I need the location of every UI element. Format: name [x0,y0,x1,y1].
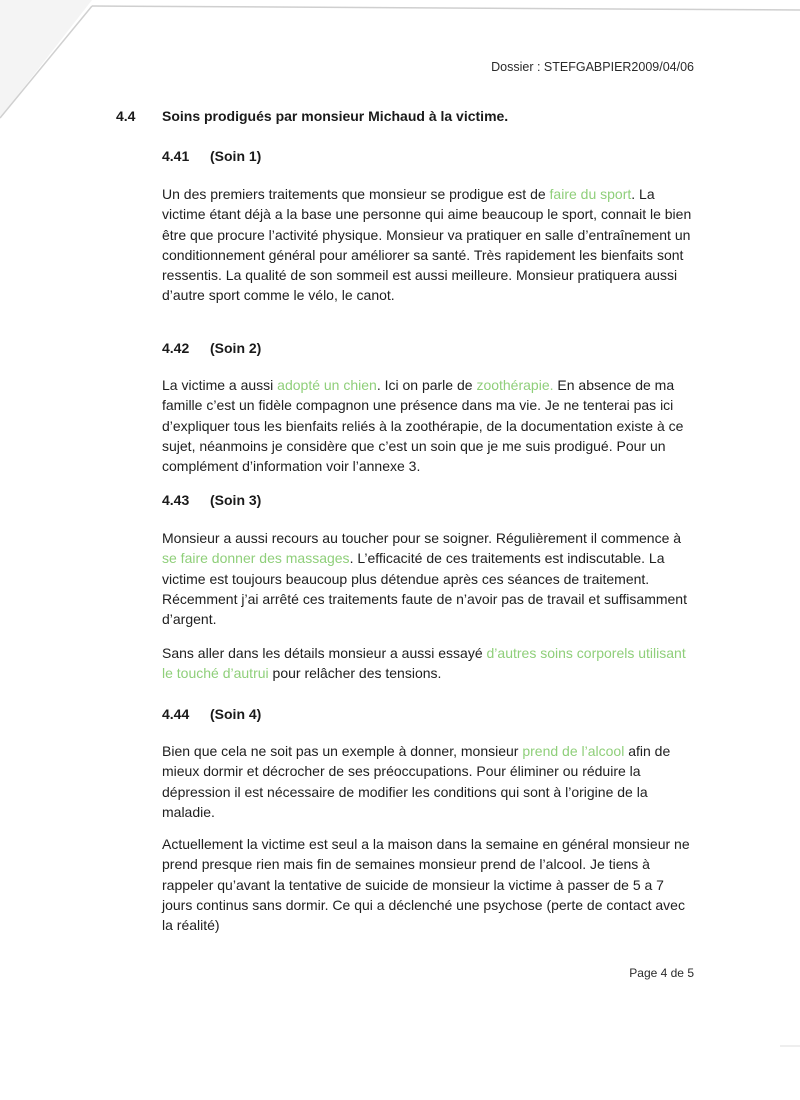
subsection-title: (Soin 2) [210,340,262,356]
page-number: Page 4 de 5 [629,966,694,980]
highlighted-phrase: prend de l’alcool [522,743,625,759]
section-title: Soins prodigués par monsieur Michaud à la victime. [162,108,509,124]
paragraph-soin-3 [162,528,692,629]
text-run: . La victime étant déjà a la base une personne qui aime beaucoup le sport, connait le bien être que procure l’activité physique. Monsieur va pratiquer en salle d’entraînement un conditionnement général pour améliorer sa santé. Très rapidement les bienfaits sont ressentis. La qualité de son sommeil est aussi meilleure. Monsieur pratiquera aussi d’autre sport comme le vélo, le canot. [162,186,692,304]
text-run: . Ici on parle de [376,377,477,393]
subsection-title: (Soin 3) [210,492,262,508]
subsection-heading-4-44 [162,706,261,722]
highlighted-phrase: se faire donner des massages [162,550,350,567]
paragraph-soin-4 [162,741,692,822]
subsection-title: (Soin 1) [210,148,262,164]
subsection-number: 4.44 [162,706,190,722]
subsection-number: 4.43 [162,492,190,508]
text-run: La victime a aussi [162,377,278,393]
text-run: Bien que cela ne soit pas un exemple à donner, monsieur [162,743,523,759]
highlighted-phrase: zoothérapie. [476,377,554,393]
subsection-number: 4.41 [162,148,190,164]
paragraph-soin-4b: Actuellement la victime est seul a la maison dans la semaine en général monsieur ne prend presque rien mais fin de semaines monsieur prend de l’alcool. Je tiens à rappeler qu’avant la tentative de suicide de monsieur la victime à passer de 5 a 7 jours continus sans dormir. Ce qui a déclenché une psychose (perte de contact avec la réalité) [162,836,690,934]
subsection-heading-4-43 [162,492,261,508]
subsection-heading-4-41 [162,148,261,164]
text-run: Un des premiers traitements que monsieur se prodigue est de [162,186,550,202]
section-heading [116,108,508,124]
text-run: Sans aller dans les détails monsieur a aussi essayé [162,645,487,661]
text-run: pour relâcher des tensions. [268,665,442,682]
paragraph-soin-2 [162,375,692,476]
text-run: En absence de ma famille c’est un fidèle compagnon une présence dans ma vie. Je ne tenterai pas ici d’expliquer tous les bienfaits reliés à la zoothérapie, de la documentation existe à ce sujet, néanmoins je considère que c’est un soin que je me suis prodigué. Pour un complément d’information voir l’annexe 3. [162,377,684,475]
text-run: Monsieur a aussi recours au toucher pour se soigner. Régulièrement il commence à [162,530,682,546]
dossier-reference: Dossier : STEFGABPIER2009/04/06 [491,60,694,74]
subsection-heading-4-42 [162,340,261,356]
text-run: . L’efficacité de ces traitements est indiscutable. La victime est toujours beaucoup plus détendue après ces séances de traitement. Récemment j’ai arrêté ces traitements faute de n’avoir pas de travail et suffisamment d’argent. [162,550,687,628]
highlighted-phrase: d’autres soins corporels utilisant le touché d’autrui [162,645,686,682]
highlighted-phrase: adopté un chien [277,377,377,393]
paragraph-soin-1 [162,184,692,306]
subsection-title: (Soin 4) [210,706,262,722]
highlighted-phrase: faire du sport [549,186,632,202]
text-run: afin de mieux dormir et décrocher de ses préoccupations. Pour éliminer ou réduire la dépression il est nécessaire de modifier les conditions qui sont à l’origine de la maladie. [162,743,671,820]
paragraph-soin-3b [162,643,692,684]
section-number: 4.4 [116,108,136,124]
subsection-number: 4.42 [162,340,190,356]
